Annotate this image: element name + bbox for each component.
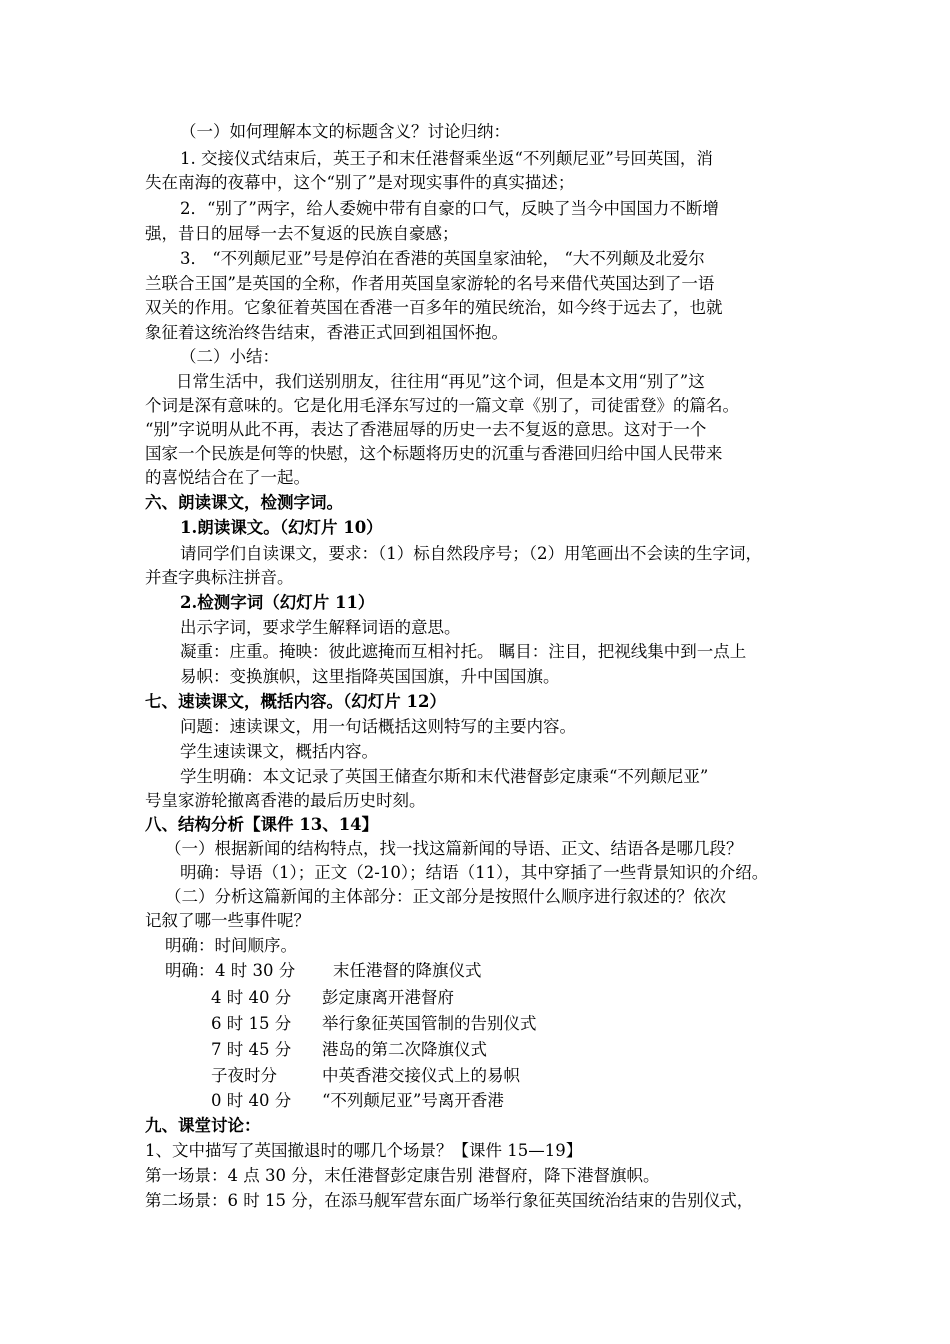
heading-six: 六、朗读课文，检测字词。 [145, 493, 343, 512]
paragraph-line: 出示字词，要求学生解释词语的意思。 [180, 618, 461, 637]
schedule-event: 中英香港交接仪式上的易帜 [322, 1066, 520, 1085]
paragraph-line: 并查字典标注拼音。 [145, 568, 294, 587]
schedule-prefix: 明确： [165, 961, 215, 980]
paragraph-line: 问题：速读课文，用一句话概括这则特写的主要内容。 [180, 717, 576, 736]
paragraph-line: 兰联合王国”是英国的全称，作者用英国皇家游轮的名号来借代英国达到了一语 [145, 274, 715, 293]
scene-line: 第二场景：6 时 15 分，在添马舰军营东面广场举行象征英国统治结束的告别仪式， [145, 1191, 754, 1210]
schedule-time: 子夜时分 [211, 1066, 277, 1085]
paragraph-line: 日常生活中，我们送别朋友，往往用“再见”这个词，但是本文用“别了”这 [176, 372, 705, 391]
section-2-heading: （二）小结： [180, 347, 279, 366]
schedule-event: “不列颠尼亚”号离开香港 [322, 1091, 504, 1110]
section-1-heading: （一）如何理解本文的标题含义？讨论归纳： [180, 122, 510, 141]
paragraph-line: 2．“别了”两字，给人委婉中带有自豪的口气，反映了当今中国国力不断增 [180, 199, 719, 218]
paragraph-line: 个词是深有意味的。它是化用毛泽东写过的一篇文章《别了，司徒雷登》的篇名。 [145, 396, 739, 415]
paragraph-line: 易帜：变换旗帜，这里指降英国国旗，升中国国旗。 [180, 667, 560, 686]
schedule-event: 举行象征英国管制的告别仪式 [322, 1014, 537, 1033]
subheading-read-aloud: 1.朗读课文。（幻灯片 10） [180, 518, 383, 537]
paragraph-line: 1. 交接仪式结束后，英王子和末任港督乘坐返“不列颠尼亚”号回英国，消 [180, 149, 713, 168]
paragraph-line: 失在南海的夜幕中，这个“别了”是对现实事件的真实描述； [145, 173, 575, 192]
paragraph-line: 象征着这统治终告结束，香港正式回到祖国怀抱。 [145, 323, 508, 342]
paragraph-line: 学生速读课文，概括内容。 [180, 742, 378, 761]
paragraph-line: 强，昔日的屈辱一去不复返的民族自豪感； [145, 224, 459, 243]
paragraph-line: 明确：时间顺序。 [165, 936, 297, 955]
paragraph-line: 的喜悦结合在了一起。 [145, 468, 310, 487]
paragraph-line: （一）根据新闻的结构特点，找一找这篇新闻的导语、正文、结语各是哪几段？ [165, 839, 743, 858]
schedule-time: 7 时 45 分 [211, 1040, 292, 1059]
subheading-word-check: 2.检测字词（幻灯片 11） [180, 593, 375, 612]
paragraph-line: 学生明确：本文记录了英国王储查尔斯和末代港督彭定康乘“不列颠尼亚” [180, 767, 709, 786]
schedule-event: 末任港督的降旗仪式 [333, 961, 482, 980]
paragraph-line: 3． “不列颠尼亚”号是停泊在香港的英国皇家油轮， “大不列颠及北爱尔 [180, 249, 705, 268]
paragraph-line: 号皇家游轮撤离香港的最后历史时刻。 [145, 791, 426, 810]
schedule-time: 4 时 40 分 [211, 988, 292, 1007]
paragraph-line: 双关的作用。它象征着英国在香港一百多年的殖民统治，如今终于远去了，也就 [145, 298, 723, 317]
paragraph-line: （二）分析这篇新闻的主体部分：正文部分是按照什么顺序进行叙述的？依次 [165, 887, 726, 906]
heading-seven: 七、速读课文，概括内容。（幻灯片 12） [145, 692, 446, 711]
paragraph-line: 请同学们自读课文，要求：（1）标自然段序号；（2）用笔画出不会读的生字词， [180, 544, 762, 563]
paragraph-line: 记叙了哪一些事件呢？ [145, 911, 310, 930]
schedule-event: 港岛的第二次降旗仪式 [322, 1040, 487, 1059]
schedule-time: 0 时 40 分 [211, 1091, 292, 1110]
heading-eight: 八、结构分析【课件 13、14】 [145, 815, 379, 834]
paragraph-line: 国家一个民族是何等的快慰，这个标题将历史的沉重与香港回归给中国人民带来 [145, 444, 723, 463]
heading-nine: 九、课堂讨论： [145, 1116, 261, 1135]
schedule-event: 彭定康离开港督府 [322, 988, 454, 1007]
paragraph-line: 明确：导语（1）；正文（2-10）；结语（11），其中穿插了一些背景知识的介绍。 [180, 863, 769, 882]
question-line: 1、文中描写了英国撤退时的哪几个场景？【课件 15—19】 [145, 1141, 583, 1160]
paragraph-line: 凝重：庄重。掩映：彼此遮掩而互相衬托。 瞩目：注目，把视线集中到一点上 [180, 642, 747, 661]
scene-line: 第一场景：4 点 30 分，末任港督彭定康告别 港督府，降下港督旗帜。 [145, 1166, 660, 1185]
paragraph-line: “别”字说明从此不再，表达了香港屈辱的历史一去不复返的意思。这对于一个 [145, 420, 707, 439]
schedule-time: 4 时 30 分 [215, 961, 296, 980]
schedule-time: 6 时 15 分 [211, 1014, 292, 1033]
